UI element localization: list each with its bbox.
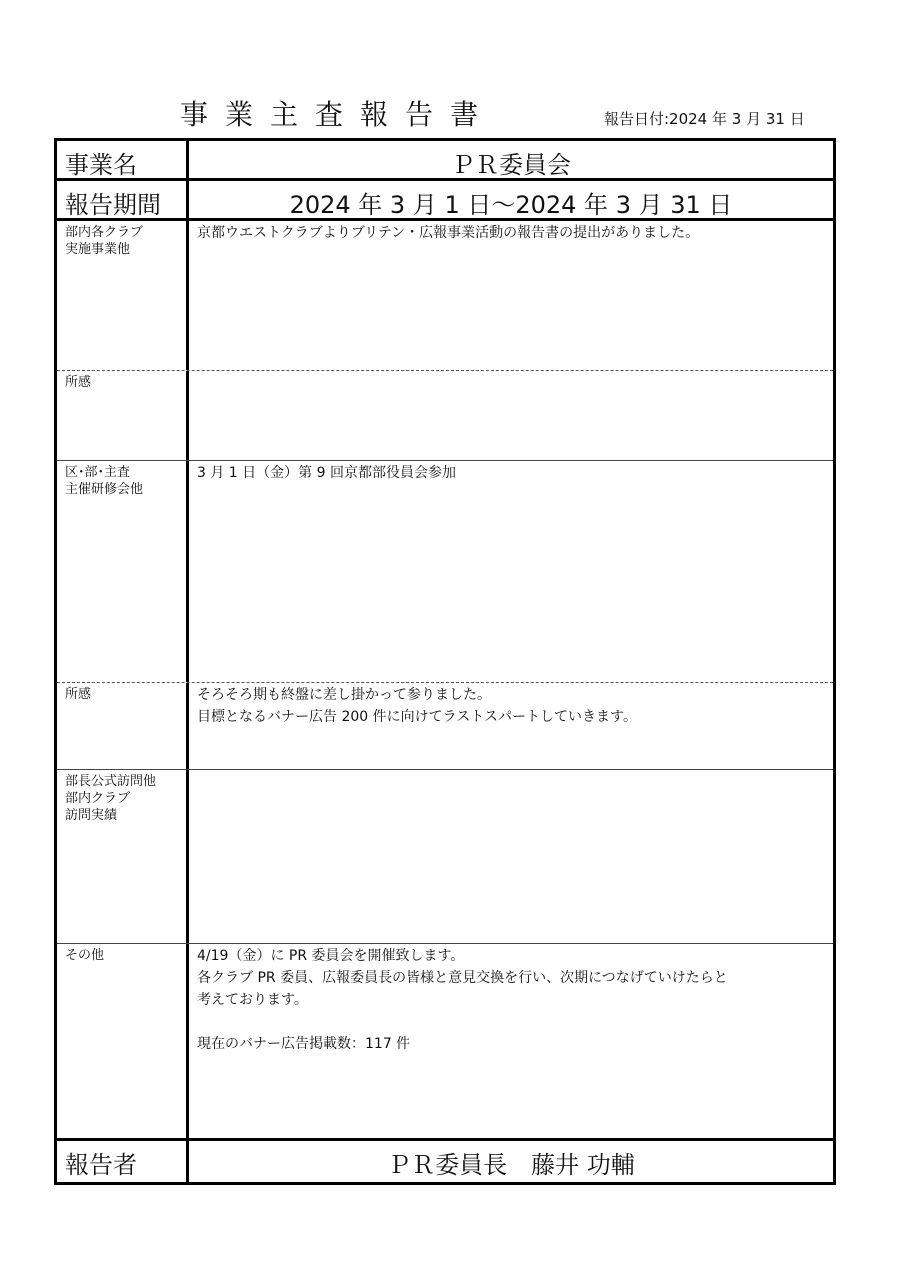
impressions-label-1 (57, 371, 186, 391)
report-date: 報告日付:2024 年 3 月 31 日 (604, 110, 805, 128)
other-text (189, 944, 833, 1055)
label-line: 部内各クラブ (65, 225, 144, 240)
impressions-row-1 (57, 371, 833, 461)
reporter-value: ＰＲ委員長 藤井 功輔 (387, 1151, 635, 1179)
text-line: 目標となるバナー広告 200 件に向けてラストスパートしていきます。 (197, 709, 637, 725)
district-events-row (57, 461, 833, 683)
visits-label (57, 770, 186, 824)
document-title: 事業主査報告書 (180, 98, 496, 131)
text-line: 3 月 1 日（金）第 9 回京都部役員会参加 (197, 465, 456, 481)
club-activities-row (57, 221, 833, 371)
project-name-value: ＰＲ委員会 (451, 151, 571, 179)
label-line: 訪問実績 (65, 808, 118, 823)
reporter-label: 報告者 (65, 1151, 137, 1179)
report-period-value: 2024 年 3 月 1 日～2024 年 3 月 31 日 (289, 191, 733, 219)
label-line: 主催研修会他 (65, 482, 144, 497)
other-label (57, 944, 186, 964)
text-line: 各クラブ PR 委員、広報委員長の皆様と意見交換を行い、次期につなげていけたらと (197, 970, 728, 986)
club-activities-text (189, 221, 833, 244)
text-line: 京都ウエストクラブよりブリテン・広報事業活動の報告書の提出がありました。 (197, 225, 700, 241)
text-line: 現在のバナー広告掲載数：117 件 (197, 1036, 411, 1052)
report-form (54, 138, 836, 1185)
district-events-label (57, 461, 186, 498)
impressions-text-2 (189, 683, 833, 728)
label-line: 所感 (65, 375, 92, 390)
text-line (197, 1011, 833, 1033)
impressions-row-2 (57, 683, 833, 770)
text-line: 4/19（金）に PR 委員会を開催致します。 (197, 948, 465, 964)
label-line: 所感 (65, 687, 92, 702)
label-line: 実施事業他 (65, 242, 131, 257)
label-line: 区･部･主査 (65, 465, 131, 480)
district-events-text (189, 461, 833, 484)
label-line: その他 (65, 948, 105, 963)
visits-row (57, 770, 833, 944)
report-period-label: 報告期間 (65, 191, 161, 219)
text-line: そろそろ期も終盤に差し掛かって参りました。 (197, 687, 491, 703)
label-line: 部内クラブ (65, 791, 131, 806)
club-activities-label (57, 221, 186, 258)
impressions-label-2 (57, 683, 186, 703)
report-period-row (57, 181, 833, 221)
label-line: 部長公式訪問他 (65, 774, 157, 789)
visits-text (189, 770, 833, 771)
reporter-row (57, 1141, 833, 1182)
impressions-text-1 (189, 371, 833, 372)
text-line: 考えております。 (197, 992, 308, 1008)
project-name-row (57, 141, 833, 181)
project-name-label: 事業名 (65, 151, 137, 179)
other-row (57, 944, 833, 1141)
